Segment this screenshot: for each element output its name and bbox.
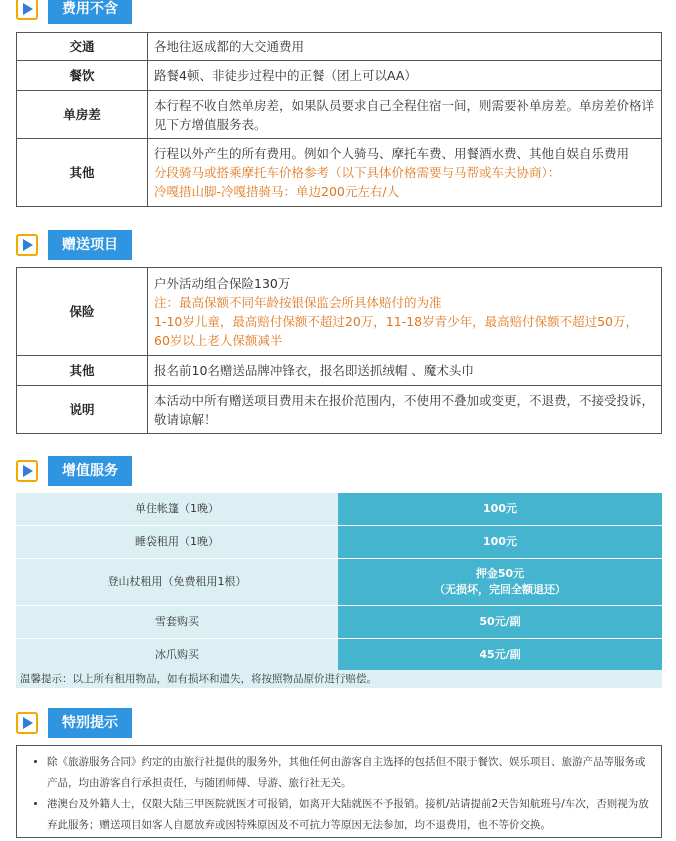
service-note: 温馨提示：以上所有租用物品，如有损坏和遗失，将按照物品原价进行赔偿。 — [16, 670, 662, 688]
section-header-excluded — [16, 0, 132, 24]
row-value — [148, 386, 662, 434]
play-arrow-icon — [16, 460, 38, 482]
row-note: 1-10岁儿童，最高赔付保额不超过20万，11-18岁青少年，最高赔付保额不超过50万， — [154, 313, 639, 329]
row-key: 餐饮 — [17, 61, 148, 91]
row-note: 分段骑马或搭乘摩托车价格参考（以下具体价格需要与马帮或车夫协商）： — [154, 165, 561, 180]
row-text: 行程以外产生的所有费用。例如个人骑马、摩托车费、用餐酒水费、其他自娱自乐费用 — [154, 146, 630, 161]
service-price: 50元/副 — [338, 606, 662, 639]
row-text: 本行程不收自然单房差，如果队员要求自己全程住宿一间，则需要补单房差。单房差价格详见下方增值服务表。 — [154, 97, 655, 132]
row-note: 注：最高保额不同年龄按银保监会所具体赔付的为准 — [154, 294, 442, 310]
play-arrow-icon — [16, 712, 38, 734]
table-row — [17, 91, 662, 139]
service-name: 登山杖租用（免费租用1根） — [16, 559, 338, 606]
section-title: 费用不含 — [48, 0, 132, 24]
section-header-addons — [16, 456, 132, 486]
services-table — [16, 493, 662, 672]
row-key: 单房差 — [17, 91, 148, 139]
section-header-gifts — [16, 230, 132, 260]
section-title: 赠送项目 — [48, 230, 132, 260]
row-text: 本活动中所有赠送项目费用未在报价范围内，不使用不叠加或变更，不退费，不接受投诉，敬请谅解！ — [154, 392, 655, 427]
row-text: 路餐4顿、非徒步过程中的正餐（团上可以AA） — [154, 68, 417, 83]
row-key: 说明 — [17, 386, 148, 434]
service-price-note: （无损坏，完回全额退还） — [434, 583, 566, 596]
service-price: 100元 — [338, 526, 662, 559]
row-text: 报名前10名赠送品牌冲锋衣，报名即送抓绒帽 、魔术头巾 — [154, 363, 474, 378]
row-key: 保险 — [17, 268, 148, 356]
table-row — [16, 559, 662, 606]
table-row — [17, 268, 662, 356]
section-title: 特别提示 — [48, 708, 132, 738]
section-header-special — [16, 708, 132, 738]
row-key: 其他 — [17, 356, 148, 386]
excluded-table — [16, 32, 662, 207]
table-row — [17, 139, 662, 207]
section-title: 增值服务 — [48, 456, 132, 486]
row-value — [148, 268, 662, 356]
row-value — [148, 356, 662, 386]
service-name: 睡袋租用（1晚） — [16, 526, 338, 559]
gifts-table — [16, 267, 662, 434]
service-price: 45元/副 — [338, 639, 662, 672]
play-arrow-icon — [16, 234, 38, 256]
special-notice-box — [16, 745, 662, 838]
list-item: • 港澳台及外籍人士，仅限大陆三甲医院就医才可报销，如离开大陆就医不予报销。接机/站请提前2天告知航班号/车次，否则视为放弃此服务；赠送项目如客人自愿放弃或因特殊原因及不可抗力等原因无法参加，均不退费用，也不等价交换。 — [47, 794, 651, 836]
service-name: 单住帐篷（1晚） — [16, 493, 338, 526]
play-arrow-icon — [16, 0, 38, 20]
table-row — [16, 493, 662, 526]
table-row — [17, 386, 662, 434]
row-value — [148, 33, 662, 61]
service-name: 冰爪购买 — [16, 639, 338, 672]
table-row — [17, 356, 662, 386]
table-row — [17, 33, 662, 61]
table-row — [16, 639, 662, 672]
table-row — [17, 61, 662, 91]
special-list — [47, 752, 651, 836]
row-key: 其他 — [17, 139, 148, 207]
service-price: 100元 — [338, 493, 662, 526]
row-note: 60岁以上老人保额减半 — [154, 332, 283, 348]
service-price-cell — [338, 559, 662, 606]
row-text: 各地往返成都的大交通费用 — [154, 39, 305, 54]
list-item: • 除《旅游服务合同》约定的由旅行社提供的服务外，其他任何由游客自主选择的包括但不限于餐饮、娱乐项目、旅游产品等服务或产品，均由游客自行承担责任，与随团师傅、导游、旅行社无关。 — [47, 752, 651, 794]
row-note: 冷嘎措山脚-冷嘎措骑马：单边200元左右/人 — [154, 184, 400, 199]
row-value — [148, 139, 662, 207]
row-key: 交通 — [17, 33, 148, 61]
row-value — [148, 61, 662, 91]
row-value — [148, 91, 662, 139]
row-text: 户外活动组合保险130万 — [154, 275, 291, 291]
service-name: 雪套购买 — [16, 606, 338, 639]
service-price: 押金50元 — [475, 567, 525, 580]
table-row — [16, 606, 662, 639]
table-row — [16, 526, 662, 559]
